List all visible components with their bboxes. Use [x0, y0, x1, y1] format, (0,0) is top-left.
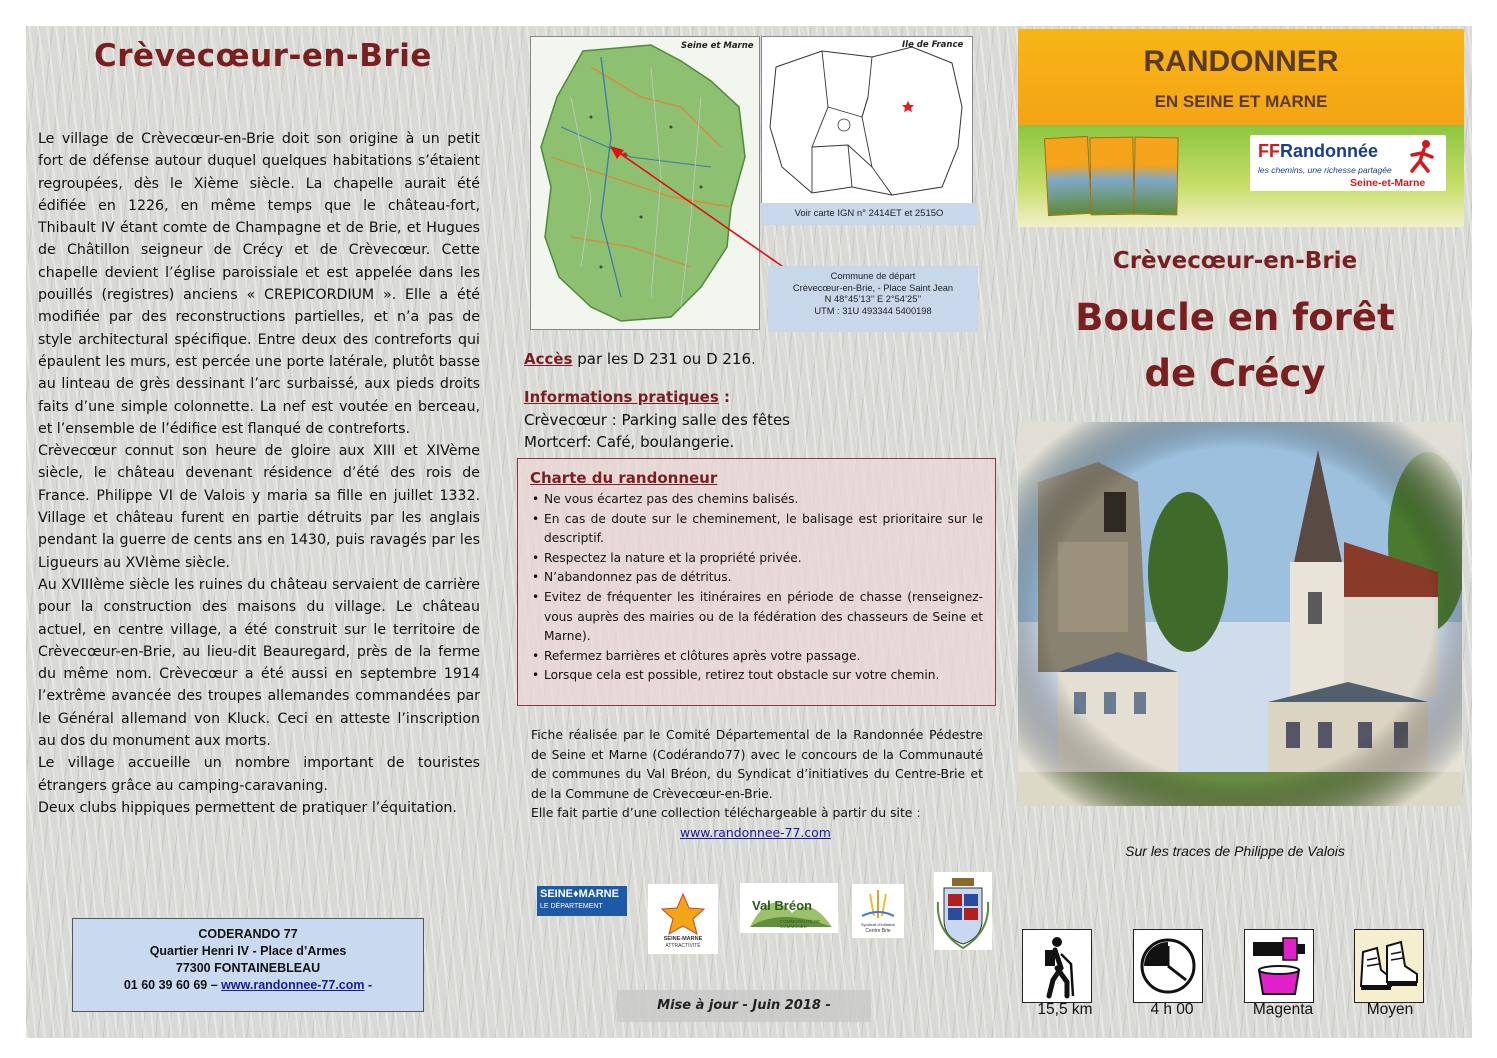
ign-map-reference: Voir carte IGN n° 2414ET et 2515O	[761, 203, 977, 225]
charter-item: • En cas de doute sur le cheminement, le balisage est prioritaire sur le descriptif.	[544, 510, 983, 549]
hike-title-line: Boucle en forêt	[1075, 296, 1395, 339]
ffrandonnee-logo	[1250, 135, 1446, 191]
logo-text: Syndicat d’Initiative	[860, 922, 896, 927]
practical-info-heading: Informations pratiques	[524, 388, 719, 406]
ffr-ff: FF	[1258, 141, 1280, 161]
duration-value: 4 h 00	[1150, 1001, 1194, 1018]
hiker-charter-list	[530, 490, 983, 686]
contact-box	[72, 918, 424, 1012]
crevecoeur-coat-of-arms	[934, 872, 992, 950]
paint-icon	[1245, 930, 1313, 1002]
start-point-place: Crèvecœur-en-Brie, - Place Saint Jean	[792, 282, 954, 293]
wheat-icon	[852, 884, 904, 924]
centre-brie-logo	[852, 884, 904, 938]
seine-et-marne-attractivite-logo	[648, 884, 718, 954]
history-paragraph: Le village de Crèvecœur-en-Brie doit son origine à un petit fort de défense autour duquel quelques habitations s’étaient regroupées, dès le Xième siècle. La chapelle aurait été édifiée en 1226, en même temps que le château-fort, Thibault IV étant comte de Champagne et de Brie, et Hugues de Châtillon seigneur de Crécy et de Crèvecœur. Cette chapelle devient l’église paroissiale et est appelée dans les pouillés (registres) anciens « CREPICORDIUM ». Elle a été modifiée par des reconstructions partielles, et n’a pas de style architectural spécifique. Entre deux des contreforts qui épaulent les murs, est percée une porte latérale, plutôt basse au linteau de grès dessinant l’arc surbaissé, aux pieds droits faits d’une simple colonnette. La nef est voutée en berceau, et l’ensemble de l’édifice est flanqué de contreforts.	[38, 131, 480, 437]
map-region-label: Ile de France	[902, 40, 964, 50]
access-line	[524, 350, 756, 368]
topoguide-book-icon	[1044, 136, 1092, 216]
history-paragraph: Crèvecœur connut son heure de gloire aux XIII et XIVème siècle, le château devenant résidence d’été des rois de France. Philippe VI de Valois y maria sa fille en juillet 1332. Village et château furent en partie détruits par les anglais pendant la guerre de cents ans en 1430, puis ravagés par les Ligueurs au XVIème siècle.	[38, 443, 480, 571]
hike-tagline: Sur les traces de Philippe de Valois	[1125, 843, 1345, 859]
charter-item: • Ne vous écartez pas des chemins balisés.	[544, 490, 983, 510]
history-paragraph: Deux clubs hippiques permettent de pratiquer l’équitation.	[38, 799, 457, 816]
hiker-icon	[1023, 930, 1091, 1002]
credits-download-note: Elle fait partie d’une collection téléchargeable à partir du site :	[531, 805, 921, 821]
logo-text: LE DÉPARTEMENT	[540, 903, 603, 910]
banner-subtitle: EN SEINE ET MARNE	[1154, 92, 1328, 111]
charter-item: • N’abandonnez pas de détritus.	[544, 568, 983, 588]
banner-title: RANDONNER	[1143, 45, 1339, 78]
charter-item: • Refermez barrières et clôtures après votre passage.	[544, 647, 983, 667]
hike-title	[1018, 290, 1452, 402]
contact-phone: 01 60 39 60 69 –	[123, 978, 218, 992]
waymark-color-stat	[1244, 929, 1314, 1003]
start-pointer-arrow	[600, 140, 810, 285]
history-paragraph: Au XVIIIème siècle les ruines du château servaient de carrière pour la construction des maisons du village. Le château actuel, en centre village, a été construit sur le territoire de Crèvecœur-en-Brie, au lieu-dit Beauregard, près de la ferme du même nom. Crèvecœur a été aussi en septembre 1914 l’extrême avancée des troupes allemandes commandées par le Général allemand von Kluck. Ceci en atteste l’inscription au dos du monument aux morts.	[38, 576, 480, 750]
village-photo-collage	[1018, 422, 1462, 806]
difficulty-value: Moyen	[1366, 1001, 1414, 1018]
contact-trailing: -	[367, 978, 373, 992]
charter-item: • Lorsque cela est possible, retirez tout obstacle sur votre chemin.	[544, 666, 983, 686]
credits-text	[531, 725, 983, 823]
contact-phone-line	[73, 977, 423, 994]
boots-icon	[1355, 930, 1423, 1002]
collection-website-link[interactable]: www.randonnee-77.com	[680, 825, 831, 840]
topoguide-book-icon	[1133, 137, 1178, 216]
seine-et-marne-departement-logo	[537, 886, 627, 916]
charter-item: • Evitez de fréquenter les itinéraires en période de chasse (renseignez-vous auprès des mairies ou de la fédération des chasseurs de Seine et Marne).	[544, 588, 983, 647]
practical-info-line: Mortcerf: Café, boulangerie.	[524, 433, 735, 451]
ffr-department: Seine-et-Marne	[1350, 177, 1426, 189]
contact-website-link[interactable]: www.randonnee-77.com	[221, 978, 365, 992]
credits-paragraph: Fiche réalisée par le Comité Départemental de la Randonnée Pédestre de Seine et Marne (Codérando77) avec le concours de la Communauté de communes du Val Bréon, du Syndicat d’initiatives du Centre-Brie et de la Commune de Crèvecœur-en-Brie.	[531, 727, 983, 801]
contact-address-line: Quartier Henri IV - Place d’Armes	[149, 944, 347, 958]
walker-icon	[1406, 139, 1440, 173]
coat-of-arms-icon	[934, 872, 992, 950]
logo-text: ATTRACTIVITÉ	[665, 943, 701, 949]
village-history-text	[38, 128, 480, 819]
access-text: par les D 231 ou D 216.	[572, 350, 756, 368]
contact-address-line: 77300 FONTAINEBLEAU	[175, 961, 321, 975]
practical-info-line: Crèvecœur : Parking salle des fêtes	[524, 410, 790, 429]
val-breon-logo	[740, 883, 838, 933]
logo-text: SEINE♦MARNE	[540, 888, 619, 900]
map-region-label: Seine et Marne	[681, 41, 754, 51]
hiker-charter-box	[517, 458, 996, 706]
difficulty-stat	[1354, 929, 1424, 1003]
village-photo	[1018, 422, 1462, 806]
hike-village: Crèvecœur-en-Brie	[1112, 248, 1358, 274]
update-date: Mise à jour - Juin 2018 -	[617, 990, 871, 1022]
duration-stat	[1133, 929, 1203, 1003]
randonner-banner	[1018, 29, 1464, 227]
start-point-heading: Commune de départ	[830, 271, 916, 281]
topoguide-book-icon	[1089, 137, 1134, 216]
contact-name: CODERANDO 77	[198, 927, 298, 941]
waymark-color-value: Magenta	[1252, 1001, 1314, 1018]
history-paragraph: Le village accueille un nombre important de touristes étrangers grâce au camping-caravaning.	[38, 755, 480, 794]
access-heading: Accès	[524, 350, 573, 368]
village-title: Crèvecœur-en-Brie	[94, 38, 432, 74]
ffr-randonnee: Randonnée	[1280, 141, 1379, 161]
start-point-gps: N 48°45’13’’ E 2°54’25’’	[824, 294, 922, 305]
distance-value: 15,5 km	[1037, 1001, 1093, 1018]
hike-title-line: de Crécy	[1144, 352, 1326, 395]
logo-text: SEINE-MARNE	[663, 936, 703, 942]
distance-stat	[1022, 929, 1092, 1003]
logo-text: Val Bréon	[752, 898, 812, 913]
clock-icon	[1134, 930, 1202, 1002]
practical-info-colon: :	[718, 388, 731, 406]
logo-text: COMMUNAUTÉ DE COMMUNES	[780, 919, 821, 929]
hiker-charter-title: Charte du randonneur	[530, 469, 718, 487]
logo-text: Centre Brie	[865, 928, 891, 934]
practical-info	[524, 386, 790, 454]
ffr-slogan: les chemins, une richesse partagée	[1258, 165, 1392, 175]
start-point-utm: UTM : 31U 493344 5400198	[814, 305, 932, 316]
charter-item: • Respectez la nature et la propriété privée.	[544, 549, 983, 569]
ffr-name	[1258, 141, 1378, 162]
start-point-box	[768, 266, 978, 332]
